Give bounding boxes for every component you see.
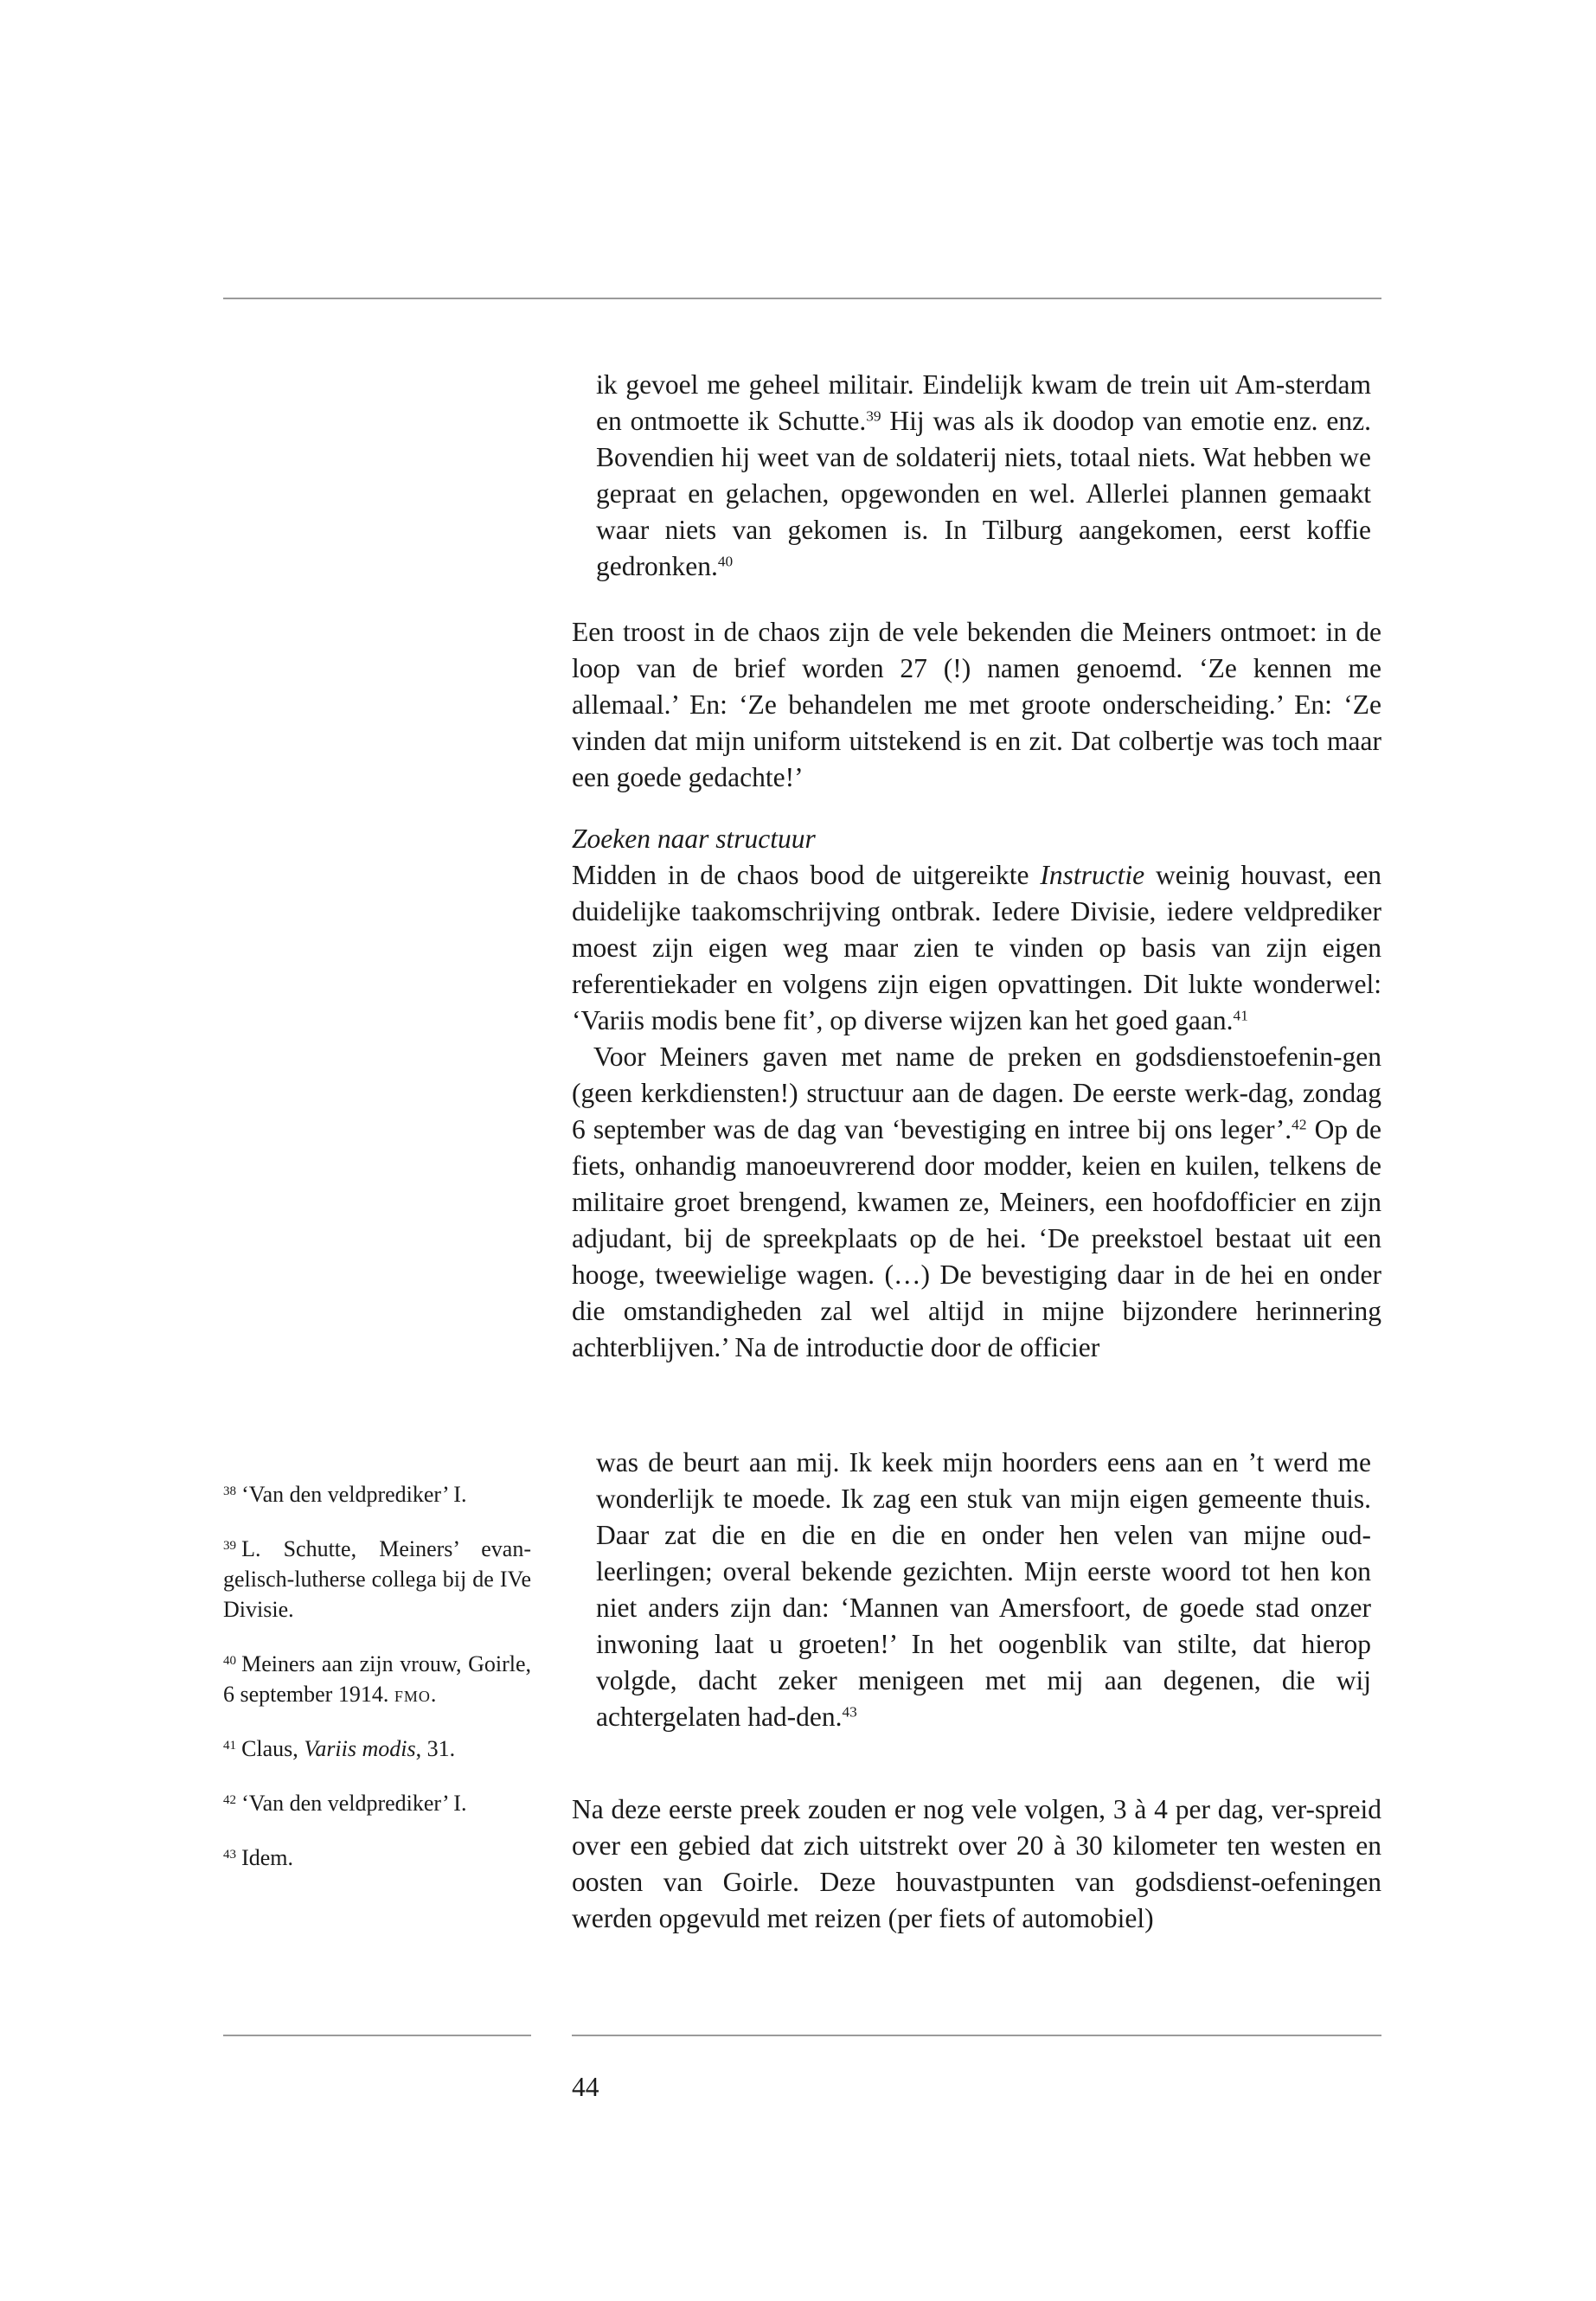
note-ref-41[interactable]: 41 <box>1233 1007 1248 1024</box>
body-paragraph-3 <box>572 1791 1381 1937</box>
footnote-text-post: , 31. <box>415 1736 456 1761</box>
header-rule <box>223 298 1381 299</box>
footnote-number: 39 <box>223 1538 237 1553</box>
footnote-number: 43 <box>223 1847 237 1862</box>
note-ref-43[interactable]: 43 <box>842 1703 857 1721</box>
note-ref-42[interactable]: 42 <box>1292 1116 1307 1133</box>
footnote-40 <box>223 1649 531 1709</box>
section-paragraph-a-text-2: weinig houvast, een duidelijke taakomschrijving ontbrak. Iedere Divisie, iedere veldprediker moest zijn eigen weg maar zien te vinden op basis van zijn eigen referentiekader en volgens zijn eigen opvattingen. Dit lukte wonderwel: ‘Variis modis bene fit’, op diverse wijzen kan het goed gaan. <box>572 860 1381 1035</box>
footnote-number: 40 <box>223 1653 237 1668</box>
quote-2-text: was de beurt aan mij. Ik keek mijn hoorders eens aan en ’t werd me wonderlijk te moede. Ik zag een stuk van mijn eigen gemeente thuis. Daar zat die en die en die en onder hen velen van mijne oud-leerlingen; overal bekende gezichten. Mijn eerste woord tot hen kon niet anders zijn dan: ‘Mannen van Amersfoort, de goede stad onzer inwoning laat u groeten!’ In het oogenblik van stilte, dat hierop volgde, dacht zeker menigeen met mij aan degenen, die wij achtergelaten had-den. <box>596 1447 1371 1732</box>
section-paragraph-b-text-2: Op de fiets, onhandig manoeuvrerend door modder, keien en kuilen, telkens de militaire groet brengend, kwamen ze, Meiners, een hoofdofficier en zijn adjudant, bij de spreekplaats op de hei. ‘De preekstoel bestaat uit een hooge, tweewielige wagen. (…) De bevestiging daar in de hei en onder die omstandigheden zal wel altijd in mijne bijzondere herinnering achterblijven.’ Na de introductie door de officier <box>572 1114 1381 1362</box>
section-heading: Zoeken naar structuur <box>572 824 816 854</box>
body-paragraph-3-text: Na deze eerste preek zouden er nog vele volgen, 3 à 4 per dag, ver-spreid over een gebied dat zich uitstrekt over 20 à 30 kilometer ten westen en oosten van Goirle. Deze houvastpunten van godsdienst-oefeningen werden opgevuld met reizen (per fiets of automobiel) <box>572 1794 1381 1933</box>
footnote-38 <box>223 1479 531 1509</box>
footnote-number: 38 <box>223 1484 237 1498</box>
footnote-text: Idem. <box>241 1845 293 1870</box>
footnote-rule <box>223 2035 531 2036</box>
body-paragraph-1-text: Een troost in de chaos zijn de vele bekenden die Meiners ontmoet: in de loop van de brief worden 27 (!) namen genoemd. ‘Ze kennen me allemaal.’ En: ‘Ze behandelen me met groote onderscheiding.’ En: ‘Ze vinden dat mijn uniform uitstekend is en zit. Dat colbertje was toch maar een goede gedachte!’ <box>572 617 1381 792</box>
footnote-42 <box>223 1788 531 1818</box>
footnote-43 <box>223 1843 531 1873</box>
footnote-text-italic: Variis modis <box>304 1736 416 1761</box>
footnotes <box>223 1479 531 1897</box>
footnote-abbr-fmo: fmo. <box>394 1682 438 1707</box>
footnote-number: 41 <box>223 1738 237 1753</box>
footnote-text: Meiners aan zijn vrouw, Goirle, 6 september 1914. <box>223 1651 531 1707</box>
footnote-number: 42 <box>223 1792 237 1807</box>
quote-1-text-a: ik gevoel me geheel militair. Eindelijk kwam de trein uit Am-sterdam en ontmoette ik Schutte. <box>596 369 1371 436</box>
block-quote-1 <box>596 367 1371 585</box>
footnote-39 <box>223 1534 531 1625</box>
section-paragraph-a <box>572 857 1381 1039</box>
section-paragraph-b <box>572 1039 1381 1366</box>
quote-1-text-b: Hij was als ik doodop van emotie enz. enz. Bovendien hij weet van de soldaterij niets, totaal niets. Wat hebben we gepraat en gelachen, opgewonden en wel. Allerlei plannen gemaakt waar niets van gekomen is. In Tilburg aangekomen, eerst koffie gedronken. <box>596 406 1372 581</box>
footnote-41 <box>223 1734 531 1764</box>
footer-rule <box>572 2035 1381 2036</box>
section-zoeken-naar-structuur <box>572 821 1381 1366</box>
section-paragraph-b-text-1: Voor Meiners gaven met name de preken en godsdienstoefenin-gen (geen kerkdiensten!) structuur aan de dagen. De eerste werk-dag, zondag 6 september was de dag van ‘bevestiging en intree bij ons leger’. <box>572 1042 1381 1144</box>
instructie-italic: Instructie <box>1040 860 1145 890</box>
footnote-text: ‘Van den veldprediker’ I. <box>241 1482 467 1507</box>
block-quote-2 <box>596 1445 1371 1735</box>
page-number: 44 <box>572 2072 599 2102</box>
footnote-text: ‘Van den veldprediker’ I. <box>241 1791 467 1816</box>
section-paragraph-a-text-1: Midden in de chaos bood de uitgereikte <box>572 860 1041 890</box>
note-ref-40[interactable]: 40 <box>717 553 734 570</box>
note-ref-39[interactable]: 39 <box>866 407 881 425</box>
body-paragraph-1 <box>572 614 1381 796</box>
footnote-text-pre: Claus, <box>241 1736 304 1761</box>
footnote-text: L. Schutte, Meiners’ evan-gelisch-lutherse collega bij de IVe Divisie. <box>223 1536 531 1622</box>
